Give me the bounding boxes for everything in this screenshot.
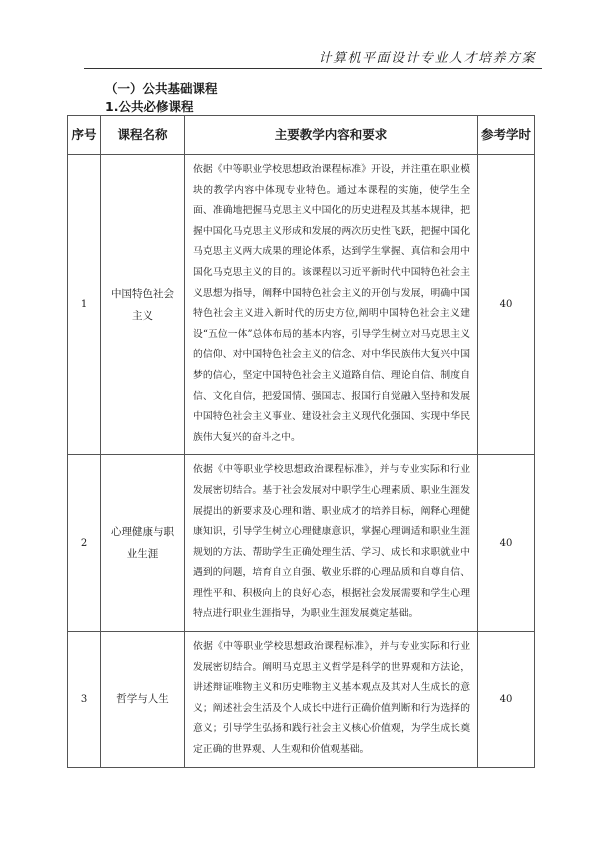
document-header-title: 计算机平面设计专业人才培养方案	[318, 51, 536, 66]
course-table	[67, 115, 535, 768]
section-title: （一）公共基础课程	[105, 81, 218, 96]
row-content: 依据《中等职业学校思想政治课程标准》，并与专业实际和行业发展密切结合。阐明马克思主义哲学是科学的世界观和方法论，讲述辩证唯物主义和历史唯物主义基本观点及其对人生成长的意义；阐述社会生活及个人成长中进行正确价值判断和行为选择的意义；引导学生弘扬和践行社会主义核心价值观，为学生成长奠定正确的世界观、人生观和价值观基础。	[185, 632, 478, 768]
row-hours: 40	[478, 455, 535, 632]
row-num: 2	[68, 455, 101, 632]
row-hours: 40	[478, 155, 535, 455]
row-content: 依据《中等职业学校思想政治课程标准》开设，并注重在职业模块的教学内容中体现专业特色。通过本课程的实施，使学生全面、准确地把握马克思主义中国化的历史进程及其基本规律，把握中国化马克思主义形成和发展的两次历史性飞跃，把握中国化马克思主义两大成果的理论体系，达到学生掌握、真信和会用中国化马克思主义的目的。该课程以习近平新时代中国特色社会主义思想为指导，阐释中国特色社会主义的开创与发展，明确中国特色社会主义进入新时代的历史方位,阐明中国特色社会主义建设“五位一体”总体布局的基本内容，引导学生树立对马克思主义的信仰、对中国特色社会主义的信念、对中华民族伟大复兴中国梦的信心，坚定中国特色社会主义道路自信、理论自信、制度自信、文化自信，把爱国情、强国志、报国行自觉融入坚持和发展中国特色社会主义事业、建设社会主义现代化强国、实现中华民族伟大复兴的奋斗之中。	[185, 155, 478, 455]
row-content: 依据《中等职业学校思想政治课程标准》，并与专业实际和行业发展密切结合。基于社会发展对中职学生心理素质、职业生涯发展提出的新要求及心理和谐、职业成才的培养目标，阐释心理健康知识，引导学生树立心理健康意识，掌握心理调适和职业生涯规划的方法、帮助学生正确处理生活、学习、成长和求职就业中遇到的问题，培育自立自强、敬业乐群的心理品质和自尊自信、理性平和、积极向上的良好心态，根据社会发展需要和学生心理特点进行职业生涯指导，为职业生涯发展奠定基础。	[185, 455, 478, 632]
header-hours: 参考学时	[478, 116, 535, 155]
table-row	[68, 155, 535, 455]
subsection-title: 1.公共必修课程	[105, 99, 194, 114]
row-course-name: 心理健康与职业生涯	[101, 455, 185, 632]
row-course-name: 哲学与人生	[101, 632, 185, 768]
table-row	[68, 632, 535, 768]
header-course-name: 课程名称	[101, 116, 185, 155]
row-course-name: 中国特色社会主义	[101, 155, 185, 455]
row-num: 3	[68, 632, 101, 768]
header-content: 主要教学内容和要求	[185, 116, 478, 155]
header-num: 序号	[68, 116, 101, 155]
table-row	[68, 455, 535, 632]
header-divider	[84, 68, 542, 69]
row-num: 1	[68, 155, 101, 455]
table-header-row	[68, 116, 535, 155]
row-hours: 40	[478, 632, 535, 768]
